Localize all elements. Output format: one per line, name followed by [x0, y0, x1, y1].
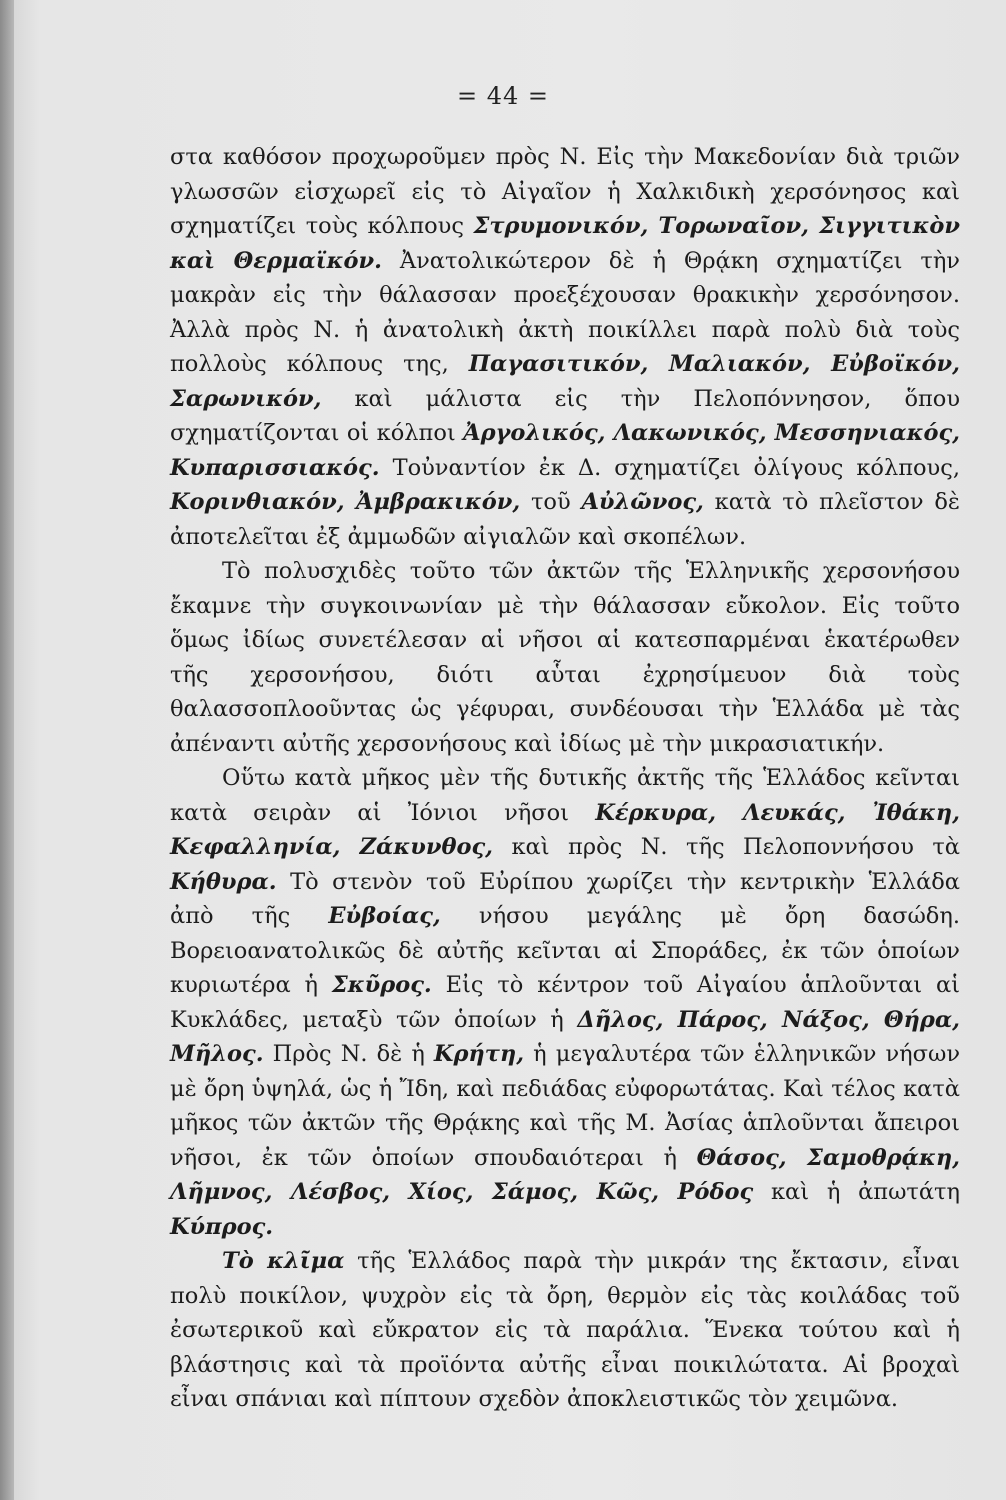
emphasized-term: Εὐβοίας,: [328, 903, 441, 929]
emphasized-term: Κέρκυρα, Λευκάς, Ἰθάκη, Κεφαλληνία, Ζάκυνθος,: [170, 799, 960, 860]
emphasized-term: Κορινθιακόν, Ἀμβρακικόν,: [170, 489, 521, 515]
text-run: Εἰς τὸ κέντρον τοῦ Αἰγαίου ἁπλοῦνται αἱ Κυκλάδες, μεταξὺ τῶν ὁποίων ἡ: [170, 972, 960, 1033]
text-run: Ἀνατολικώτερον δὲ ἡ Θρᾴκη σχηματίζει τὴν μακρὰν εἰς τὴν θάλασσαν προεξέχουσαν θρακικὴν χερσόνησον. Ἀλλὰ πρὸς Ν. ἡ ἀνατολικὴ ἀκτὴ ποικίλλει παρὰ πολὺ διὰ τοὺς πολλοὺς κόλπους της,: [170, 247, 960, 377]
emphasized-term: Κύπρος.: [170, 1213, 274, 1240]
text-run: κατὰ τὸ πλεῖστον δὲ ἀποτελεῖται ἐξ ἀμμωδῶν αἰγιαλῶν καὶ σκοπέλων.: [170, 489, 960, 550]
text-run: Οὕτω κατὰ μῆκος μὲν τῆς δυτικῆς ἀκτῆς τῆς Ἑλλάδος κεῖνται κατὰ σειρὰν αἱ Ἰόνιοι νῆσοι: [170, 765, 960, 826]
emphasized-term: Στρυμονικόν, Τορωναῖον, Σιγγιτικὸν καὶ Θερμαϊκόν.: [170, 213, 960, 274]
text-run: καὶ ἡ ἀπωτάτη: [753, 1179, 960, 1205]
body-text: [170, 140, 960, 1417]
emphasized-term: Σκῦρος.: [331, 972, 432, 998]
emphasized-term: Δῆλος, Πάρος, Νάξος, Θήρα, Μῆλος.: [170, 1006, 960, 1067]
text-run: νήσου μεγάλης μὲ ὄρη δασώδη. Βορειοανατολικῶς δὲ αὐτῆς κεῖνται αἱ Σποράδες, ἐκ τῶν ὁποίων κυριωτέρα ἡ: [170, 903, 960, 998]
paragraph-1: [170, 140, 960, 554]
text-run: Τοὐναντίον ἐκ Δ. σχηματίζει ὀλίγους κόλπους,: [379, 454, 960, 481]
text-run: καὶ μάλιστα εἰς τὴν Πελοπόννησον, ὅπου σχηματίζονται οἱ κόλποι: [170, 385, 960, 446]
text-run: Τὸ πολυσχιδὲς τοῦτο τῶν ἀκτῶν τῆς Ἑλληνικῆς χερσονήσου ἔκαμνε τὴν συγκοινωνίαν μὲ τὴν θάλασσαν εὔκολον. Εἰς τοῦτο ὅμως ἰδίως συνετέλεσαν αἱ νῆσοι αἱ κατεσπαρμέναι ἑκατέρωθεν τῆς χερσονήσου, διότι αὗται ἐχρησίμευον διὰ τοὺς θαλασσοπλοοῦντας ὡς γέφυραι, συνδέουσαι τὴν Ἑλλάδα μὲ τὰς ἀπέναντι αὐτῆς χερσονήσους καὶ ἰδίως μὲ τὴν μικρασιατικήν.: [170, 558, 960, 757]
emphasized-term: Ἀργολικός, Λακωνικός, Μεσσηνιακός, Κυπαρισσιακός.: [170, 420, 960, 481]
text-run: Τὸ στενὸν τοῦ Εὐρίπου χωρίζει τὴν κεντρικὴν Ἑλλάδα ἀπὸ τῆς: [170, 868, 960, 929]
page-binding-edge: [0, 0, 14, 1500]
emphasized-term: Κήθυρα.: [170, 868, 277, 895]
paragraph-2: [170, 554, 960, 761]
text-run: Πρὸς Ν. δὲ ἡ: [263, 1041, 434, 1067]
text-run: στα καθόσον προχωροῦμεν πρὸς Ν. Εἰς τὴν Μακεδονίαν διὰ τριῶν γλωσσῶν εἰσχωρεῖ εἰς τὸ Αἰγαῖον ἡ Χαλκιδικὴ χερσόνησος καὶ σχηματίζει τοὺς κόλπους: [170, 144, 960, 239]
text-run: τῆς Ἑλλάδος παρὰ τὴν μικράν της ἔκτασιν, εἶναι πολὺ ποικίλον, ψυχρὸν εἰς τὰ ὄρη, θερμὸν εἰς τὰς κοιλάδας τοῦ ἐσωτερικοῦ καὶ εὔκρατον εἰς τὰ παράλια. Ἕνεκα τούτου καὶ ἡ βλάστησις καὶ τὰ προϊόντα αὐτῆς εἶναι ποικιλώτατα. Αἱ βροχαὶ εἶναι σπάνιαι καὶ πίπτουν σχεδὸν ἀποκλειστικῶς τὸν χειμῶνα.: [170, 1248, 960, 1412]
text-run: καὶ πρὸς Ν. τῆς Πελοποννήσου τὰ: [493, 834, 960, 860]
paragraph-3: [170, 761, 960, 1244]
emphasized-term: Θάσος, Σαμοθρᾴκη, Λῆμνος, Λέσβος, Χίος, Σάμος, Κῶς, Ρόδος: [170, 1144, 961, 1205]
text-run: ἡ μεγαλυτέρα τῶν ἑλληνικῶν νήσων μὲ ὄρη ὑψηλά, ὡς ἡ Ἴδη, καὶ πεδιάδας εὐφορωτάτας. Καὶ τέλος κατὰ μῆκος τῶν ἀκτῶν τῆς Θρᾴκης καὶ τῆς Μ. Ἀσίας ἁπλοῦνται ἄπειροι νῆσοι, ἐκ τῶν ὁποίων σπουδαιότεραι ἡ: [170, 1041, 960, 1171]
text-run: τοῦ: [520, 489, 582, 515]
emphasized-term: Αὐλῶνος,: [581, 489, 704, 515]
emphasized-term: Κρήτη,: [433, 1041, 525, 1067]
paragraph-4: [170, 1244, 960, 1417]
emphasized-term: Παγασιτικόν, Μαλιακόν, Εὐβοϊκόν, Σαρωνικόν,: [170, 351, 960, 412]
page-number: = 44 =: [456, 82, 549, 110]
emphasized-term: Τὸ κλῖμα: [222, 1248, 345, 1274]
